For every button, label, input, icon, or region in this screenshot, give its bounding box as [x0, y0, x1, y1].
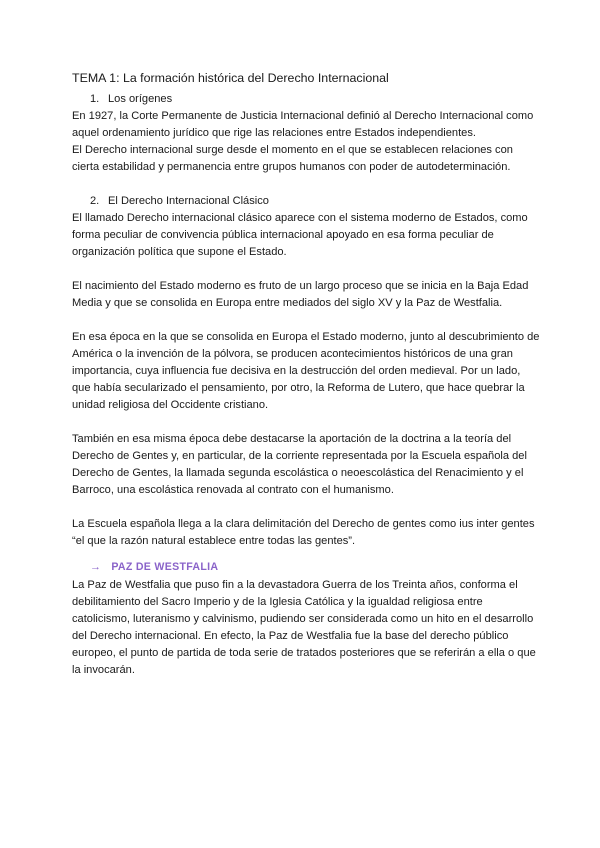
page-title: TEMA 1: La formación histórica del Derecho Internacional: [72, 71, 389, 85]
paragraph: El nacimiento del Estado moderno es fruto de un largo proceso que se inicia en la Baja Edad Media y que se consolida en Europa entre mediados del siglo XV y la Paz de Westfalia.: [72, 280, 529, 309]
section-heading-origenes: [72, 91, 540, 108]
section-title: Los orígenes: [108, 93, 173, 105]
section-title: El Derecho Internacional Clásico: [108, 195, 269, 207]
paragraph: En esa época en la que se consolida en Europa el Estado moderno, junto al descubrimiento de América o la invención de la pólvora, se producen acontecimientos históricos de una gran importancia, cuya influencia fue decisiva en la destrucción del orden medieval. Por un lado, que había secularizado el pensamiento, por otro, la Reforma de Lutero, que hace quebrar la unidad religiosa del Occidente cristiano.: [72, 331, 540, 411]
paragraph: También en esa misma época debe destacarse la aportación de la doctrina a la teoría del Derecho de Gentes y, en particular, de la corriente representada por la Escuela española del Derecho de Gentes, la llamada segunda escolástica o neoescolástica del Renacimiento y el Barroco, una escolástica renovada al contrato con el humanismo.: [72, 433, 527, 496]
subsection-title: PAZ DE WESTFALIA: [111, 561, 219, 573]
paragraph: El llamado Derecho internacional clásico aparece con el sistema moderno de Estados, como forma peculiar de convivencia pública internacional apoyado en esa forma peculiar de organización política que supone el Estado.: [72, 212, 528, 258]
section-number: 1.: [90, 93, 100, 105]
arrow-right-icon: →: [90, 561, 102, 573]
paragraph: El Derecho internacional surge desde el momento en el que se establecen relaciones con cierta estabilidad y permanencia entre grupos humanos con poder de autodeterminación.: [72, 144, 513, 173]
paragraph: La Paz de Westfalia que puso fin a la devastadora Guerra de los Treinta años, conforma el debilitamiento del Sacro Imperio y de la Iglesia Católica y la igualdad religiosa entre catolicismo, luteranismo y calvinismo, pudiendo ser considerada como un hito en el desarrollo del Derecho internacional. En efecto, la Paz de Westfalia fue la base del derecho público europeo, el punto de partida de toda serie de tratados posteriores que se referirán a ella o que la invocarán.: [72, 579, 536, 676]
section-number: 2.: [90, 195, 100, 207]
subsection-heading: [72, 559, 540, 576]
section-heading-clasico: [72, 193, 540, 210]
paragraph: La Escuela española llega a la clara delimitación del Derecho de gentes como ius inter gentes “el que la razón natural establece entre todas las gentes”.: [72, 518, 535, 547]
paragraph: En 1927, la Corte Permanente de Justicia Internacional definió al Derecho Internacional como aquel ordenamiento jurídico que rige las relaciones entre Estados independientes.: [72, 110, 534, 139]
